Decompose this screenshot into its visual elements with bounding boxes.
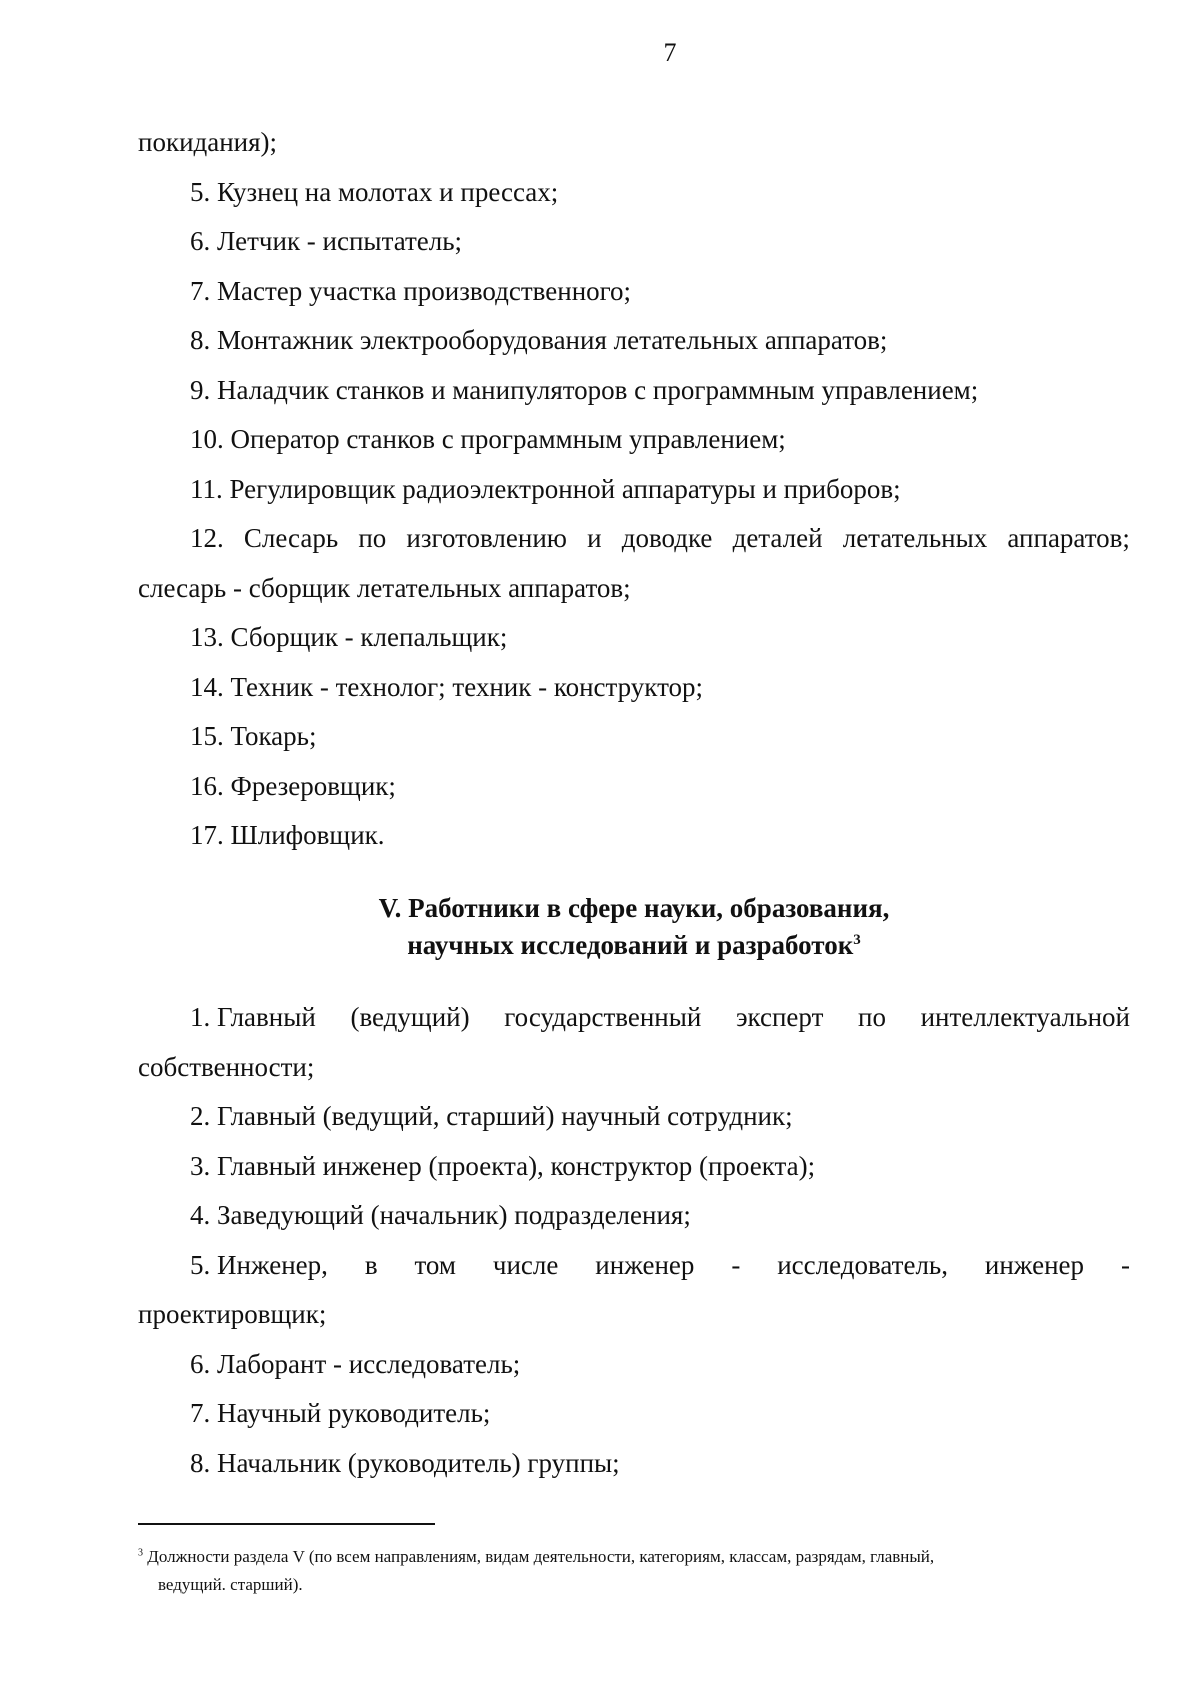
word: том xyxy=(414,1249,456,1280)
footnote-line1: $^3$ Должности раздела V (по всем направлениям, видам деятельности, категориям, классам, разрядам, главный, xyxy=(138,1547,935,1566)
list-item: 8. Монтажник электрооборудования летательных аппаратов; xyxy=(190,325,888,355)
word: исследователь, xyxy=(777,1249,948,1280)
list-item: 7. Научный руководитель; xyxy=(190,1398,491,1428)
footnote-reference[interactable]: 3 xyxy=(853,932,861,948)
section-heading-line1: V. Работники в сфере науки, образования, xyxy=(378,893,890,923)
word: - xyxy=(1120,1249,1130,1280)
word: летательных xyxy=(842,523,988,553)
word: в xyxy=(364,1249,378,1280)
list-item: 10. Оператор станков с программным управлением; xyxy=(190,424,786,454)
list-item: 15. Токарь; xyxy=(190,721,317,751)
list-item-continuation: слесарь - сборщик летательных аппаратов; xyxy=(138,572,631,603)
list-item: 11. Регулировщик радиоэлектронной аппаратуры и приборов; xyxy=(190,473,901,504)
list-item: 9. Наладчик станков и манипуляторов с программным управлением; xyxy=(190,374,979,405)
list-item-continuation: собственности; xyxy=(138,1051,315,1082)
list-item: 5. Кузнец на молотах и прессах; xyxy=(190,176,559,207)
word: инженер xyxy=(984,1249,1085,1280)
footnote-divider xyxy=(138,1523,435,1525)
list-item: 6. Лаборант - исследователь; xyxy=(190,1348,521,1379)
list-item-justified xyxy=(138,514,1130,564)
footnote xyxy=(138,1543,1130,1599)
occupation-list-section-v xyxy=(138,993,1130,1488)
word: и xyxy=(587,523,602,553)
list-item: 2. Главный (ведущий, старший) научный сотрудник; xyxy=(190,1101,793,1131)
word: изготовлению xyxy=(406,523,567,553)
section-heading xyxy=(138,890,1130,964)
list-item-justified xyxy=(138,993,1130,1043)
word: деталей xyxy=(732,523,823,553)
word: по xyxy=(358,523,387,553)
page-number: 7 xyxy=(663,38,677,67)
word: (ведущий) xyxy=(350,1002,470,1032)
word: эксперт xyxy=(735,1002,824,1032)
list-item: 6. Летчик - испытатель; xyxy=(190,226,463,256)
word: по xyxy=(858,1002,886,1032)
word: инженер xyxy=(595,1249,695,1280)
list-item: 14. Техник - технолог; техник - конструктор; xyxy=(190,671,704,702)
list-item-continuation: проектировщик; xyxy=(138,1299,327,1329)
list-item: 3. Главный инженер (проекта), конструктор (проекта); xyxy=(190,1150,816,1181)
word: Слесарь xyxy=(243,523,339,553)
word: аппаратов; xyxy=(1007,523,1130,553)
word: - xyxy=(731,1249,741,1280)
list-item: 7. Мастер участка производственного; xyxy=(190,275,632,306)
footnote-mark: 3 xyxy=(138,1547,143,1559)
word: интеллектуальной xyxy=(920,1002,1130,1032)
word: государственный xyxy=(504,1002,702,1032)
list-item: 17. Шлифовщик. xyxy=(190,820,385,850)
word: числе xyxy=(492,1249,559,1280)
word: 5. Инженер, xyxy=(190,1249,328,1280)
footnote-line2: ведущий. старший). xyxy=(158,1575,303,1594)
word: 1. Главный xyxy=(190,1002,316,1032)
occupation-list-top xyxy=(138,118,1130,861)
list-item: 13. Сборщик - клепальщик; xyxy=(190,622,508,652)
list-item: 16. Фрезеровщик; xyxy=(190,770,396,801)
list-item-continuation: покидания); xyxy=(138,127,278,157)
word: 12. xyxy=(190,523,224,553)
list-item: 4. Заведующий (начальник) подразделения; xyxy=(190,1200,691,1230)
list-item-justified xyxy=(138,1241,1130,1291)
word: доводке xyxy=(621,523,713,553)
list-item: 8. Начальник (руководитель) группы; xyxy=(190,1447,620,1478)
section-heading-line2: научных исследований и разработок$^3$ xyxy=(407,930,861,960)
